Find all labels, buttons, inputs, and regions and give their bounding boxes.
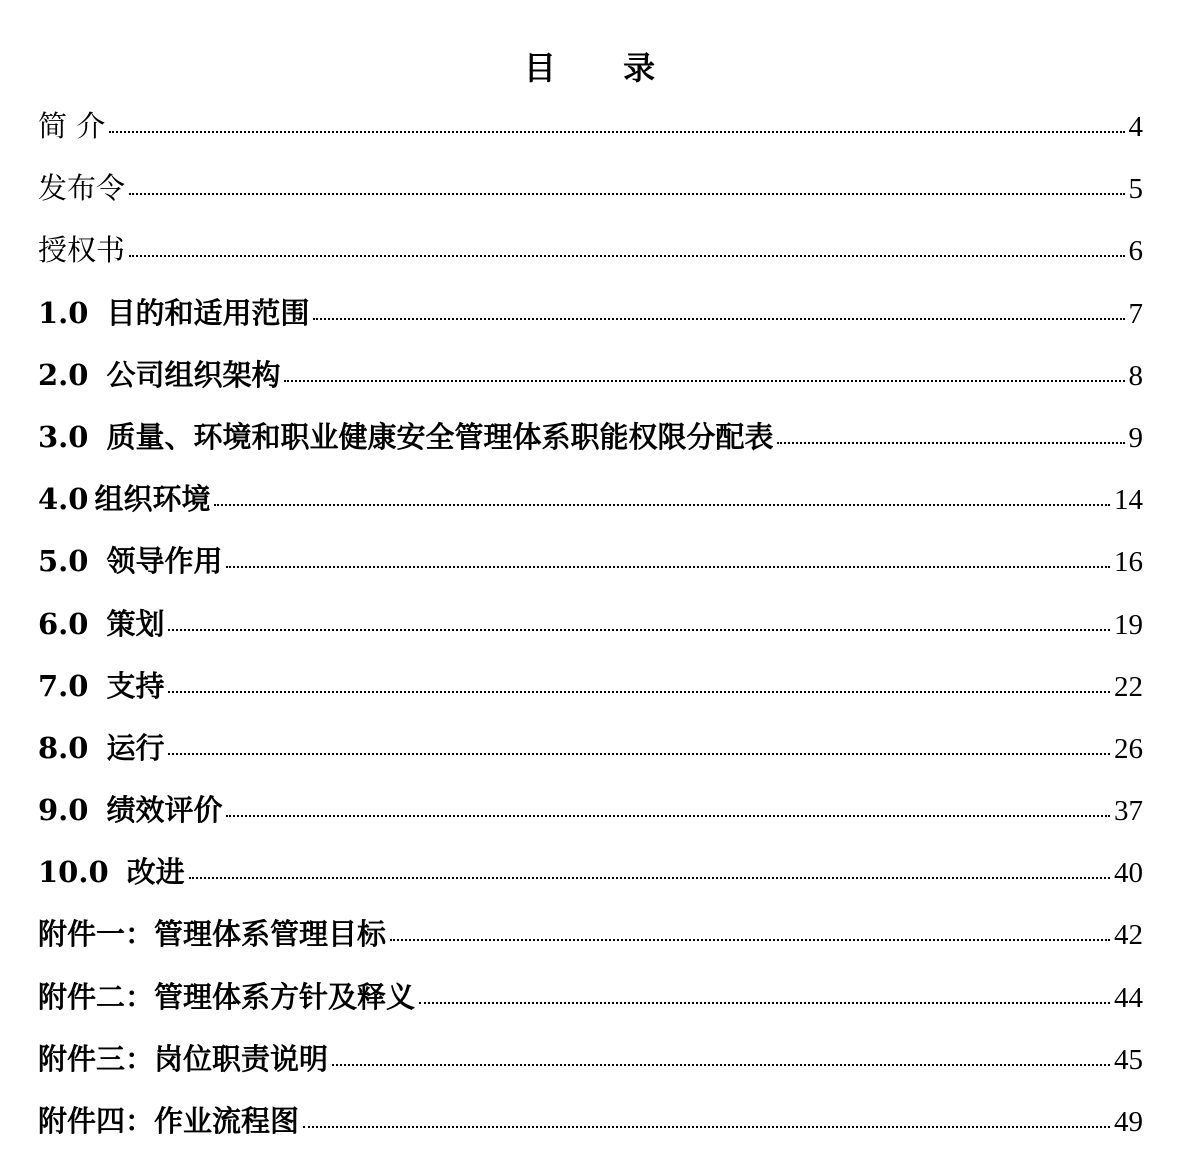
toc-entry-authorization[interactable] bbox=[38, 219, 1143, 281]
toc-entry-label: 附件二：管理体系方针及释义 bbox=[38, 979, 416, 1014]
toc-entry-appendix-2[interactable] bbox=[38, 966, 1143, 1028]
toc-page-number: 49 bbox=[1114, 1106, 1143, 1138]
toc-entry-section-8[interactable] bbox=[38, 717, 1143, 779]
toc-entry-section-9[interactable] bbox=[38, 779, 1143, 841]
toc-page-number: 5 bbox=[1128, 173, 1143, 206]
toc-section-number: 9.0 bbox=[38, 793, 89, 828]
toc-dot-leader bbox=[303, 1126, 1110, 1128]
toc-entry-section-7[interactable] bbox=[38, 655, 1143, 717]
toc-entry-label: 简 介 bbox=[38, 109, 106, 143]
toc-dot-leader bbox=[226, 566, 1110, 568]
toc-dot-leader bbox=[390, 939, 1110, 941]
toc-entry-label: 附件三：岗位职责说明 bbox=[38, 1041, 329, 1076]
toc-page-number: 45 bbox=[1114, 1043, 1143, 1076]
toc-page-number: 4 bbox=[1128, 111, 1143, 143]
toc-dot-leader bbox=[168, 629, 1110, 631]
toc-entry-intro[interactable] bbox=[38, 95, 1143, 157]
toc-dot-leader bbox=[226, 815, 1110, 817]
toc-section-number: 6.0 bbox=[38, 606, 89, 641]
toc-entry-release-order[interactable] bbox=[38, 157, 1143, 219]
toc-entry-appendix-3[interactable] bbox=[38, 1028, 1143, 1090]
toc-entry-section-3[interactable] bbox=[38, 406, 1143, 468]
toc-entry-label: 运行 bbox=[106, 730, 165, 765]
toc-dot-leader bbox=[777, 442, 1124, 444]
toc-section-number: 1.0 bbox=[38, 295, 89, 330]
toc-dot-leader bbox=[168, 691, 1110, 693]
toc-dot-leader bbox=[313, 318, 1124, 320]
toc-entry-section-6[interactable] bbox=[38, 593, 1143, 655]
toc-page-number: 37 bbox=[1114, 795, 1143, 828]
toc-dot-leader bbox=[284, 380, 1124, 382]
toc-entry-section-10[interactable] bbox=[38, 841, 1143, 903]
toc-entry-appendix-1[interactable] bbox=[38, 903, 1143, 965]
toc-entry-label: 质量、环境和职业健康安全管理体系职能权限分配表 bbox=[106, 419, 774, 454]
toc-page-number: 16 bbox=[1114, 546, 1143, 579]
toc-section-number: 8.0 bbox=[38, 730, 89, 765]
toc-entry-section-2[interactable] bbox=[38, 344, 1143, 406]
toc-dot-leader bbox=[168, 753, 1110, 755]
toc-section-number: 5.0 bbox=[38, 544, 89, 579]
toc-entry-section-1[interactable] bbox=[38, 282, 1143, 344]
toc-page-number: 22 bbox=[1114, 670, 1143, 703]
toc-entry-label: 授权书 bbox=[38, 233, 126, 268]
toc-entry-label: 策划 bbox=[106, 606, 165, 641]
toc-entry-label: 改进 bbox=[126, 855, 185, 890]
toc-page-number: 14 bbox=[1114, 484, 1143, 517]
toc-entry-section-4[interactable] bbox=[38, 468, 1143, 530]
toc-entry-label: 目的和适用范围 bbox=[106, 295, 310, 330]
toc-dot-leader bbox=[129, 255, 1124, 257]
toc-dot-leader bbox=[109, 131, 1124, 133]
toc-entry-label: 支持 bbox=[106, 668, 165, 703]
toc-entry-label: 附件一：管理体系管理目标 bbox=[38, 917, 387, 952]
toc-page-number: 19 bbox=[1114, 608, 1143, 641]
toc-page-number: 40 bbox=[1114, 857, 1143, 890]
toc-section-number: 4.0 bbox=[38, 482, 89, 517]
toc-page-number: 26 bbox=[1114, 732, 1143, 765]
toc-entry-label: 公司组织架构 bbox=[106, 357, 281, 392]
toc-page-number: 9 bbox=[1128, 421, 1143, 454]
toc-section-number: 7.0 bbox=[38, 668, 89, 703]
toc-page-number: 44 bbox=[1114, 981, 1143, 1014]
toc-section-number: 3.0 bbox=[38, 419, 89, 454]
toc-section-number: 10.0 bbox=[38, 855, 109, 890]
toc-entry-label: 发布令 bbox=[38, 171, 126, 206]
toc-entry-label: 组织环境 bbox=[94, 482, 211, 517]
toc-entry-label: 绩效评价 bbox=[106, 793, 223, 828]
toc-page-number: 7 bbox=[1128, 297, 1143, 330]
toc-entry-label: 领导作用 bbox=[106, 544, 223, 579]
toc-dot-leader bbox=[419, 1002, 1110, 1004]
toc-section-number: 2.0 bbox=[38, 357, 89, 392]
toc-dot-leader bbox=[332, 1064, 1110, 1066]
toc-dot-leader bbox=[189, 877, 1110, 879]
toc-entry-section-5[interactable] bbox=[38, 530, 1143, 592]
toc-dot-leader bbox=[214, 504, 1110, 506]
toc-title: 目 录 bbox=[523, 49, 684, 87]
toc-entry-label: 附件四：作业流程图 bbox=[38, 1104, 300, 1138]
toc-list bbox=[38, 95, 1143, 1152]
toc-entry-appendix-4[interactable] bbox=[38, 1090, 1143, 1152]
toc-page-number: 6 bbox=[1128, 235, 1143, 268]
toc-dot-leader bbox=[129, 193, 1124, 195]
toc-page-number: 42 bbox=[1114, 919, 1143, 952]
toc-page-number: 8 bbox=[1128, 359, 1143, 392]
